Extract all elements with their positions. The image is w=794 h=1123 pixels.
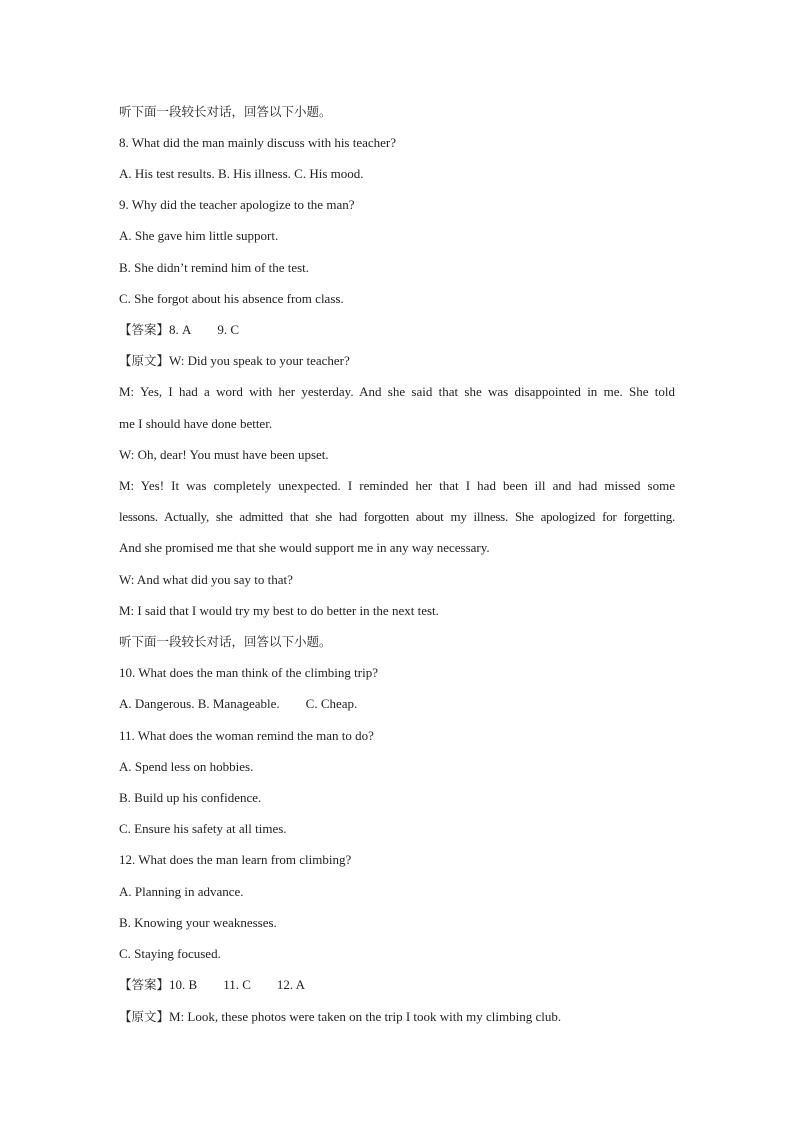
transcript-text: M: Yes! It was completely unexpected. I reminded her that I had been ill and had missed some (119, 478, 675, 493)
question-9-stem: 9. Why did the teacher apologize to the man? (119, 197, 355, 212)
question-10-option-c: C. Cheap. (305, 696, 358, 711)
answer-value: 8. A (169, 322, 192, 337)
question-10-options-ab: A. Dangerous. B. Manageable. (119, 696, 280, 711)
answer-value: 9. C (217, 322, 240, 337)
answer-value: 10. B (169, 977, 198, 992)
answer-line (119, 977, 305, 993)
question-12-option-b: B. Knowing your weaknesses. (119, 915, 277, 930)
transcript-tag: 【原文】 (119, 1009, 170, 1024)
answer-line (119, 322, 239, 338)
answer-value: 12. A (276, 977, 306, 992)
section-instruction: 听下面一段较长对话，回答以下小题。 (119, 104, 332, 119)
question-12-option-c: C. Staying focused. (119, 946, 221, 961)
question-11-option-c: C. Ensure his safety at all times. (119, 821, 287, 836)
transcript-line (119, 1009, 561, 1025)
question-9-option-b: B. She didn’t remind him of the test. (119, 260, 310, 275)
transcript-text: M: I said that I would try my best to do better in the next test. (119, 603, 439, 618)
question-10-stem: 10. What does the man think of the climbing trip? (119, 665, 378, 680)
answer-tag: 【答案】 (119, 322, 170, 337)
question-11-option-b: B. Build up his confidence. (119, 790, 262, 805)
transcript-text: W: Oh, dear! You must have been upset. (119, 447, 329, 462)
answer-tag: 【答案】 (119, 977, 170, 992)
transcript-text: W: Did you speak to your teacher? (169, 353, 350, 368)
transcript-tag: 【原文】 (119, 353, 170, 368)
transcript-text: W: And what did you say to that? (119, 572, 293, 587)
question-11-stem: 11. What does the woman remind the man to do? (119, 728, 374, 743)
question-10-options (119, 696, 357, 712)
section-instruction: 听下面一段较长对话，回答以下小题。 (119, 634, 332, 649)
question-9-option-c: C. She forgot about his absence from class. (119, 291, 344, 306)
question-9-option-a: A. She gave him little support. (119, 228, 279, 243)
question-12-stem: 12. What does the man learn from climbing? (119, 852, 352, 867)
question-8-stem: 8. What did the man mainly discuss with his teacher? (119, 135, 397, 150)
transcript-text: And she promised me that she would support me in any way necessary. (119, 540, 490, 555)
transcript-text: M: Look, these photos were taken on the trip I took with my climbing club. (169, 1009, 562, 1024)
question-12-option-a: A. Planning in advance. (119, 884, 244, 899)
transcript-text: lessons. Actually, she admitted that she had forgotten about my illness. She apologized for forgetting. (119, 509, 675, 524)
answer-value: 11. C (223, 977, 251, 992)
transcript-text: me I should have done better. (119, 416, 273, 431)
transcript-text: M: Yes, I had a word with her yesterday. And she said that she was disappointed in me. She told (119, 384, 675, 399)
question-8-options: A. His test results. B. His illness. C. His mood. (119, 166, 364, 181)
transcript-line (119, 353, 350, 369)
question-11-option-a: A. Spend less on hobbies. (119, 759, 254, 774)
